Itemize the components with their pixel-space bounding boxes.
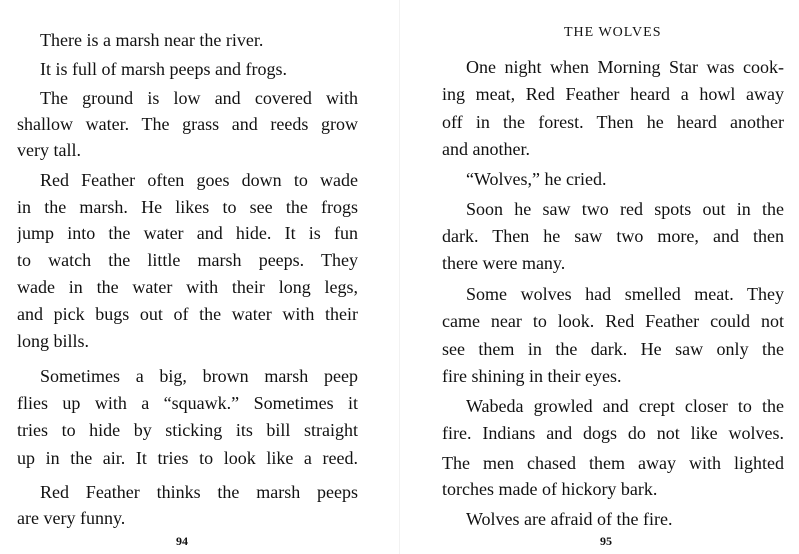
text-line: Red Feather often goes down to wade bbox=[40, 170, 358, 190]
text-line: jump into the water and hide. It is fun bbox=[17, 223, 358, 243]
text-line: ing meat, Red Feather heard a howl away bbox=[442, 84, 784, 104]
text-line: “Wolves,” he cried. bbox=[466, 169, 607, 189]
text-line: It is full of marsh peeps and frogs. bbox=[40, 59, 287, 79]
text-line: The ground is low and covered with bbox=[40, 88, 358, 108]
text-line: and pick bugs out of the water with their bbox=[17, 304, 358, 324]
text-line: off in the forest. Then he heard another bbox=[442, 112, 784, 132]
text-line: flies up with a “squawk.” Sometimes it bbox=[17, 393, 358, 413]
text-line: Soon he saw two red spots out in the bbox=[466, 199, 784, 219]
text-line: are very funny. bbox=[17, 508, 126, 528]
text-line: Some wolves had smelled meat. They bbox=[466, 284, 784, 304]
text-line: see them in the dark. He saw only the bbox=[442, 339, 784, 359]
page-number: 95 bbox=[600, 534, 612, 548]
text-line: came near to look. Red Feather could not bbox=[442, 311, 784, 331]
text-line: very tall. bbox=[17, 140, 81, 160]
text-line: and another. bbox=[442, 139, 530, 159]
text-line: Wabeda growled and crept closer to the bbox=[466, 396, 784, 416]
text-line: torches made of hickory bark. bbox=[442, 479, 658, 499]
text-line: tries to hide by sticking its bill straight bbox=[17, 420, 358, 440]
text-line: there were many. bbox=[442, 253, 566, 273]
text-line: The men chased them away with lighted bbox=[442, 453, 784, 473]
text-line: in the marsh. He likes to see the frogs bbox=[17, 197, 358, 217]
text-line: fire. Indians and dogs do not like wolves. bbox=[442, 423, 784, 443]
page-number: 94 bbox=[176, 534, 188, 548]
text-line: long bills. bbox=[17, 331, 90, 351]
text-line: dark. Then he saw two more, and then bbox=[442, 226, 784, 246]
text-line: fire shining in their eyes. bbox=[442, 366, 622, 386]
running-head: THE WOLVES bbox=[564, 25, 662, 40]
text-line: Wolves are afraid of the fire. bbox=[466, 509, 673, 529]
text-line: up in the air. It tries to look like a reed. bbox=[17, 448, 358, 468]
text-line: wade in the water with their long legs, bbox=[17, 277, 358, 297]
right-page bbox=[400, 0, 799, 554]
text-line: Red Feather thinks the marsh peeps bbox=[40, 482, 358, 502]
text-line: shallow water. The grass and reeds grow bbox=[17, 114, 358, 134]
text-line: Sometimes a big, brown marsh peep bbox=[40, 366, 358, 386]
text-line: One night when Morning Star was cook- bbox=[466, 57, 784, 77]
text-line: There is a marsh near the river. bbox=[40, 30, 264, 50]
text-line: to watch the little marsh peeps. They bbox=[17, 250, 358, 270]
